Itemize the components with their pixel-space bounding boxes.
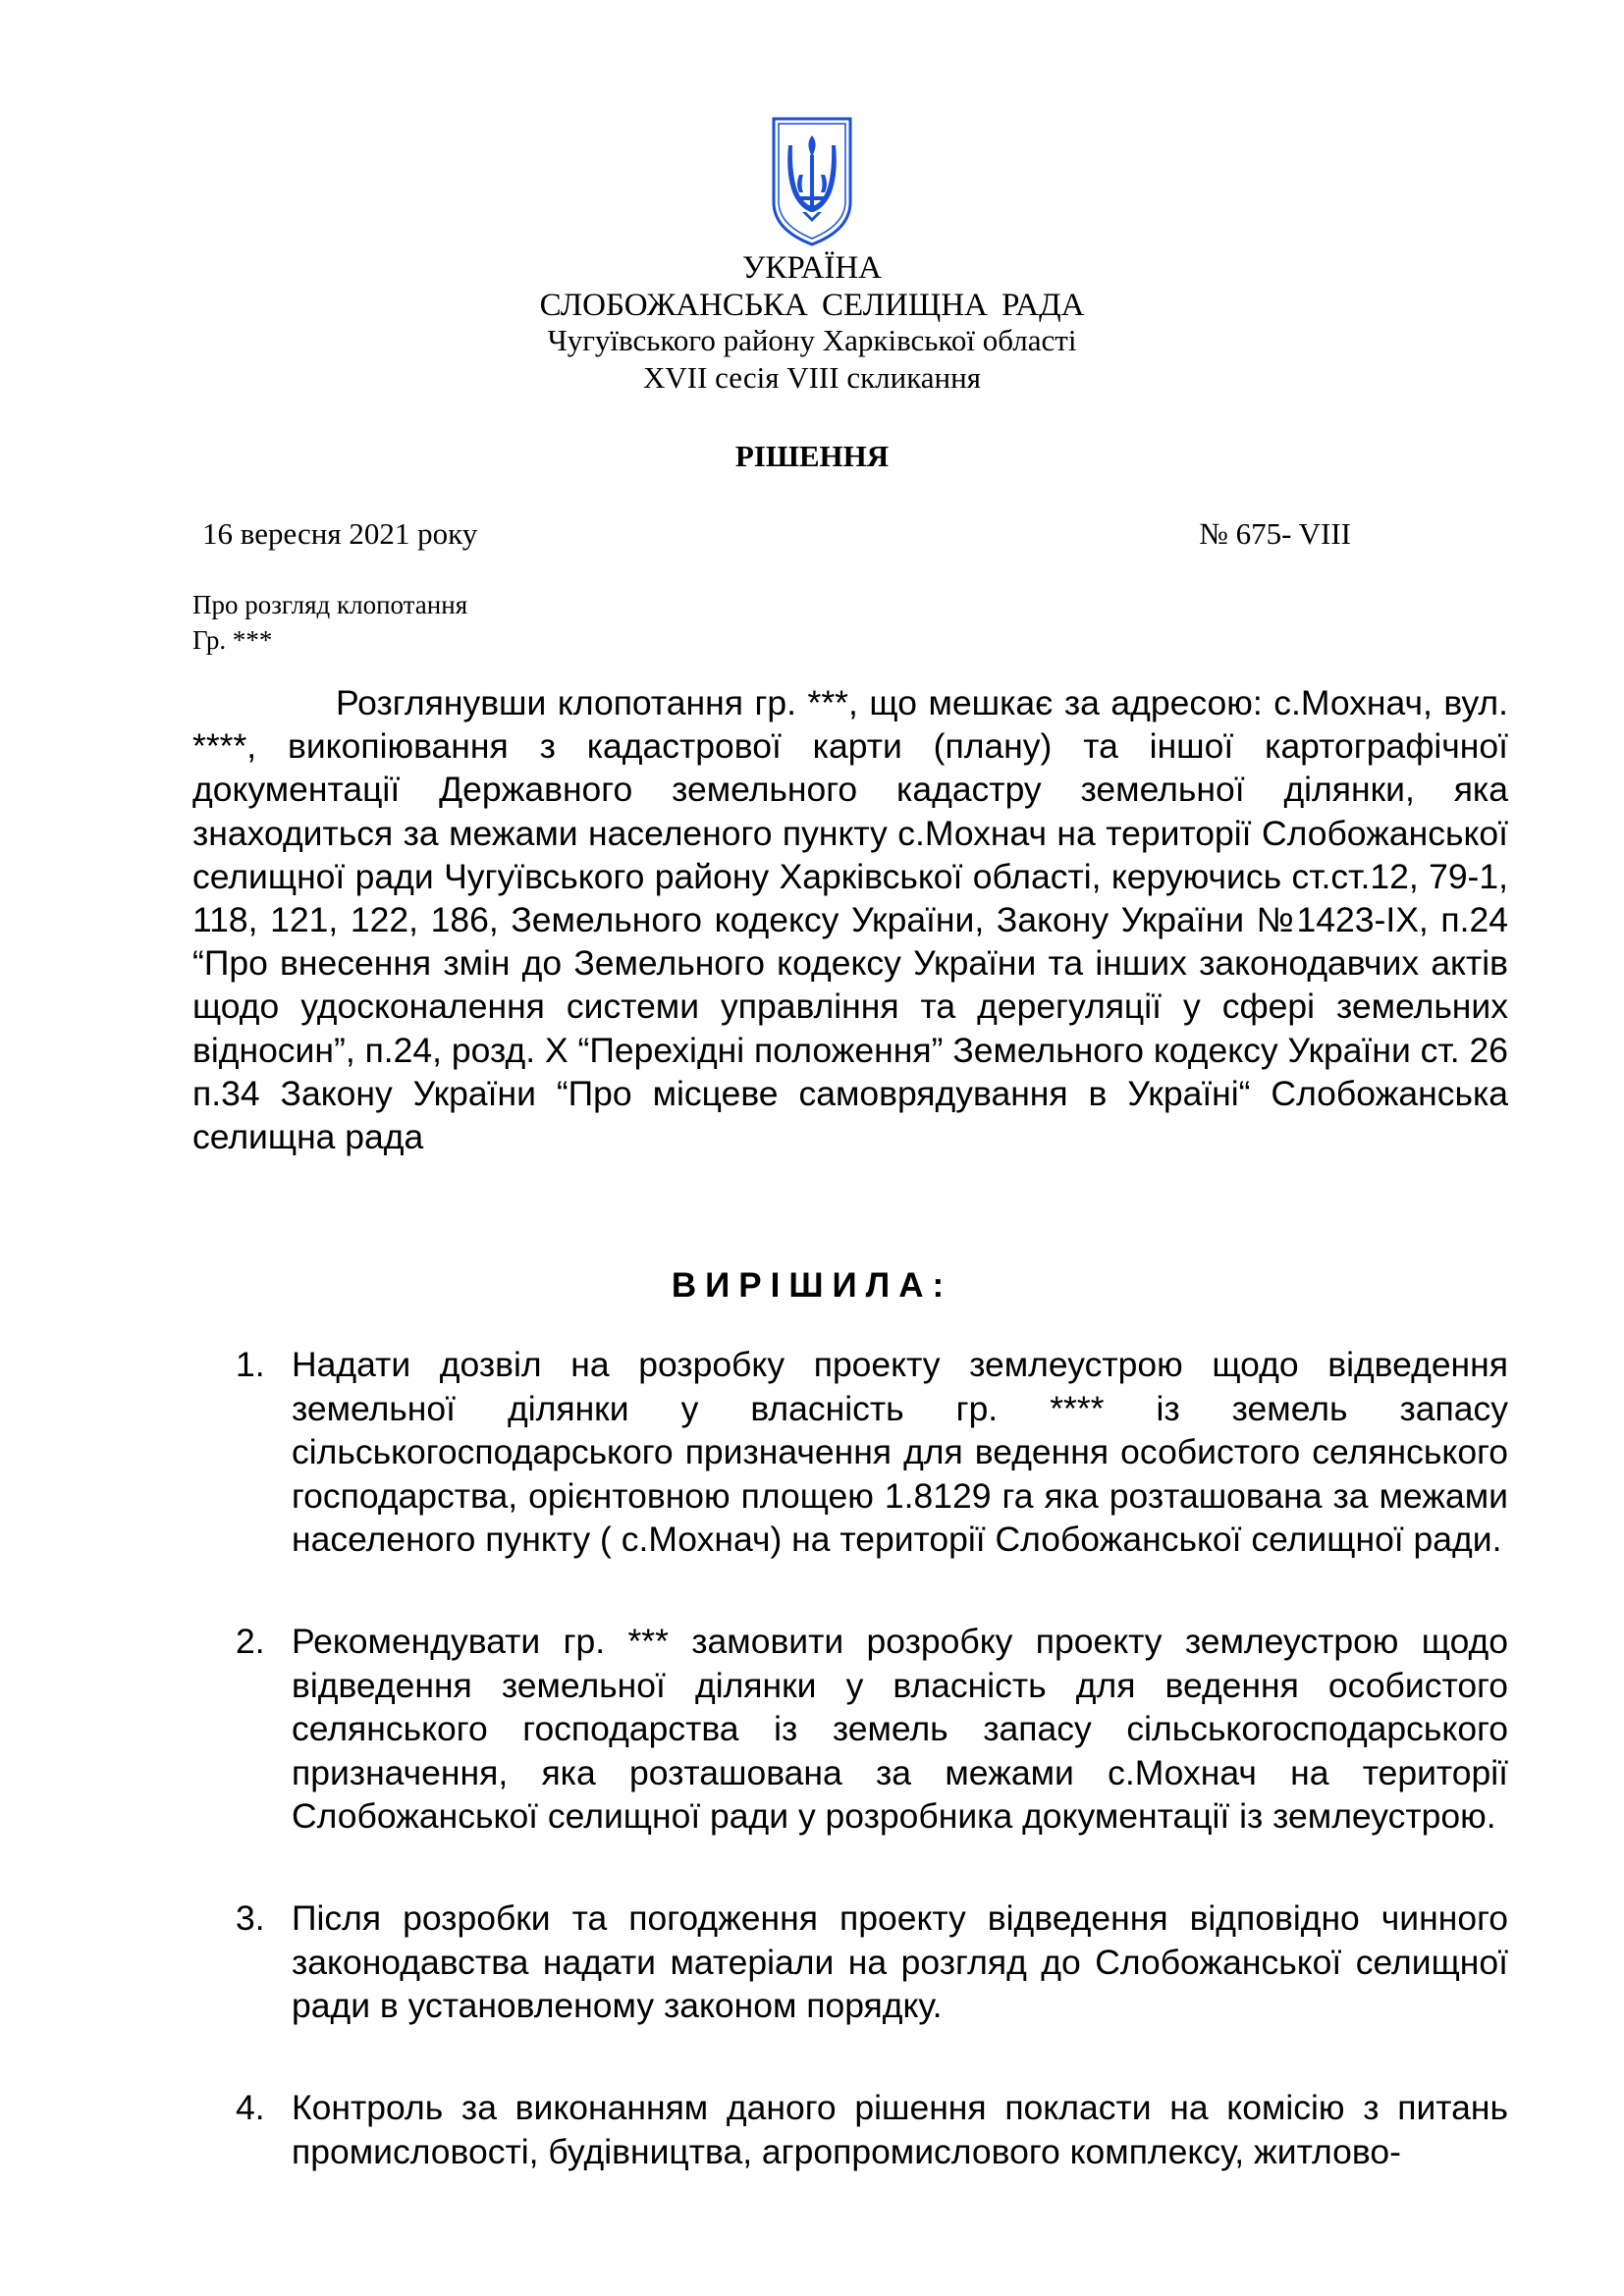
subject-line-2: Гр. *** [192, 625, 273, 655]
subject-line-1: Про розгляд клопотання [192, 590, 468, 619]
list-item [236, 1620, 1508, 1839]
preamble-text: Розглянувши клопотання гр. ***, що мешкає за адресою: с.Мохнач, вул. ****, викопіювання з кадастрової карти (плану) та іншої картографічної документації Державного земельного кадастру земельної ділянки, яка знаходиться за межами населеного пункту с.Мохнач на території Слобожанської селищної ради Чугуївського району Харківської області, керуючись ст.ст.12, 79-1, 118, 121, 122, 186, Земельного кодексу України, Закону України №1423-IX, п.24 “Про внесення змін до Земельного кодексу України та інших законодавчих актів щодо удосконалення системи управління та дерегуляції у сфері земельних відносин”, п.24, розд. Х “Перехідні положення” Земельного кодексу України ст. 26 п.34 Закону України “Про місцеве самоврядування в Україні“ Слобожанська селищна рада [192, 683, 1508, 1157]
list-item-text: Після розробки та погодження проекту відведення відповідно чинного законодавства надати матеріали на розгляд до Слобожанської селищної ради в установленому законом порядку. [292, 1898, 1508, 2025]
list-item-text: Рекомендувати гр. *** замовити розробку проекту землеустрою щодо відведення земельної ділянки у власність для ведення особистого селянського господарства із земель запасу сільськогосподарського призначення, яка розташована за межами с.Мохнач на території Слобожанської селищної ради у розробника документації із землеустрою. [292, 1622, 1508, 1836]
decision-date: 16 вересня 2021 року [202, 516, 478, 551]
list-item [236, 2086, 1508, 2173]
country-name: УКРАЇНА [742, 250, 882, 286]
date-number-row [202, 516, 1351, 552]
coat-of-arms-trident-icon [770, 116, 854, 247]
list-item-text: Контроль за виконанням даного рішення покласти на комісію з питань промисловості, будівництва, агропромислового комплексу, житлово- [292, 2088, 1508, 2171]
decision-number: № 675- VIII [1199, 516, 1351, 551]
district-name: Чугуївського району Харківської області [547, 323, 1077, 357]
document-title: РІШЕННЯ [734, 439, 890, 473]
list-item [236, 1896, 1508, 2028]
subject-block [192, 587, 467, 658]
list-item-number: 1. [236, 1345, 265, 1384]
list-item-number: 2. [236, 1622, 265, 1661]
list-item-text: Надати дозвіл на розробку проекту землеустрою щодо відведення земельної ділянки у власність гр. **** із земель запасу сільськогосподарського призначення для ведення особистого селянського господарства, орієнтовною площею 1.8129 га яка розташована за межами населеного пункту ( с.Мохнач) на території Слобожанської селищної ради. [292, 1345, 1508, 1559]
session-info: XVII сесія VIII скликання [643, 360, 981, 395]
council-name: СЛОБОЖАНСЬКА СЕЛИЩНА РАДА [539, 288, 1085, 323]
list-item [236, 1343, 1508, 1562]
decided-heading: ВИРІШИЛА: [671, 1266, 953, 1305]
list-item-number: 4. [236, 2088, 265, 2127]
preamble-paragraph [192, 681, 1508, 1158]
list-item-number: 3. [236, 1898, 265, 1938]
